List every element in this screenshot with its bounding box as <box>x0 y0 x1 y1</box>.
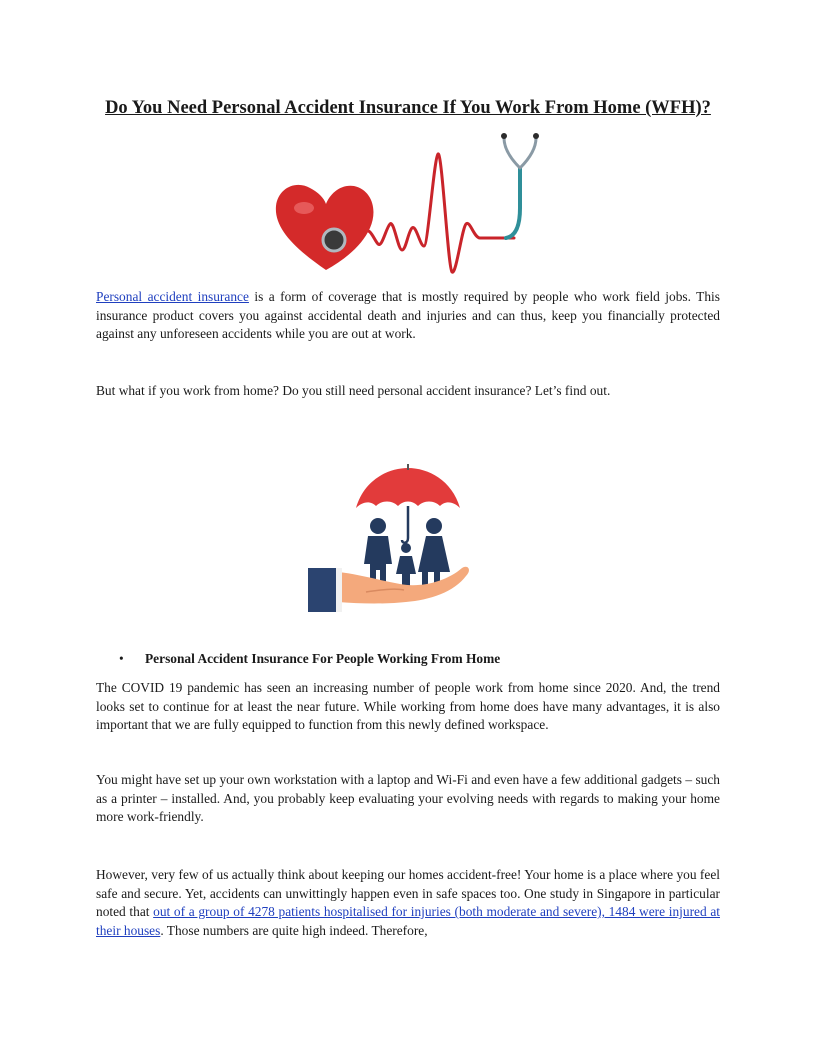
bullet-icon: • <box>119 651 124 666</box>
personal-accident-insurance-link[interactable]: Personal accident insurance <box>96 289 249 304</box>
question-paragraph: But what if you work from home? Do you still need personal accident insurance? Let’s find out. <box>96 383 611 398</box>
family-umbrella-image <box>308 460 508 620</box>
heart-icon <box>276 185 374 270</box>
stethoscope-tube <box>506 168 520 238</box>
stethoscope-chestpiece <box>323 229 345 251</box>
accidents-text-before: However, very few of us actually think about keeping our homes accident-free! Your home is a place where you feel safe and secure. Yet, accidents can unwittingly happen even in safe spaces too. One study in Singapore in particular noted that <box>96 867 720 920</box>
bullet-heading-text: Personal Accident Insurance For People Working From Home <box>145 651 501 666</box>
accidents-paragraph <box>96 866 720 940</box>
accidents-text-after: . Those numbers are quite high indeed. Therefore, <box>160 922 428 938</box>
intro-paragraph <box>96 288 720 344</box>
injury-study-link[interactable]: out of a group of 4278 patients hospitalised for injuries (both moderate and severe), 1484 were injured at their houses <box>96 904 720 938</box>
workstation-paragraph: You might have set up your own workstation with a laptop and Wi-Fi and even have a few additional gadgets – such as a printer – installed. And, you probably keep evaluating your evolving needs with regards to making your home more work-friendly. <box>96 772 720 825</box>
intro-text: is a form of coverage that is mostly required by people who work field jobs. This insurance product covers you against accidental death and injuries and can thus, keep you financially protected against any unforeseen accidents while you are out at work. <box>96 289 720 342</box>
page-title: Do You Need Personal Accident Insurance If You Work From Home (WFH)? <box>105 98 711 118</box>
heart-stethoscope-image <box>274 128 554 278</box>
sleeve <box>308 568 340 612</box>
covid-paragraph: The COVID 19 pandemic has seen an increasing number of people work from home since 2020. And, the trend looks set to continue for at least the near future. While working from home does have many advantages, it is also important that we are fully equipped to function from this newly defined workspace. <box>96 680 720 733</box>
stethoscope-earpieces <box>504 138 536 168</box>
umbrella-icon <box>356 464 460 543</box>
